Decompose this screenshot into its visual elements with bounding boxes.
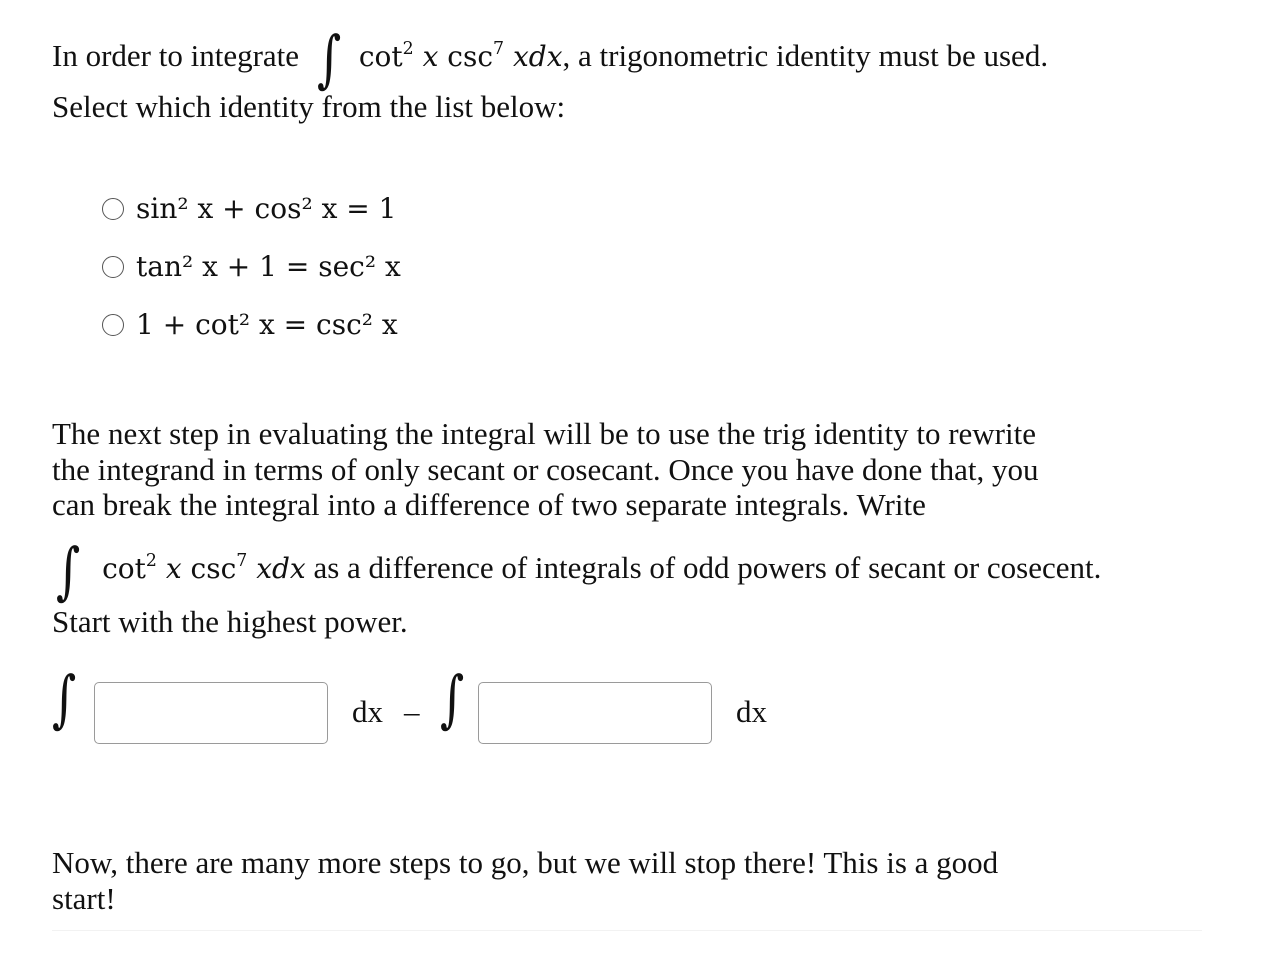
bottom-divider: [52, 930, 1202, 931]
question-2-line-2: the integrand in terms of only secant or cosecant. Once you have done that, you: [52, 451, 1039, 487]
closing-paragraph: [52, 845, 1222, 916]
question-1-suffix: , a trigonometric identity must be used.: [562, 38, 1049, 73]
dx-label: dx: [736, 694, 767, 729]
question-2-line-4: [52, 534, 1102, 607]
minus-sign: –: [404, 694, 420, 729]
radio-button[interactable]: [102, 256, 124, 278]
second-integrand-input[interactable]: [478, 682, 712, 744]
integral-sign: ∫: [316, 22, 342, 95]
option-label: 1 + cot² x = csc² x: [136, 308, 398, 341]
question-2-line-4-text: as a difference of integrals of odd powers of secant or cosecent.: [313, 550, 1102, 585]
option-label: tan² x + 1 = sec² x: [136, 250, 401, 283]
option-label: sin² x + cos² x = 1: [136, 192, 397, 225]
radio-button[interactable]: [102, 198, 124, 220]
select-prompt: Select which identity from the list below:: [52, 89, 566, 124]
question-2-paragraph: [52, 416, 1222, 523]
dx-label: dx: [352, 694, 383, 729]
integrand-expression: $\cot^2 x$ $\csc^7$ xdx: [358, 38, 563, 73]
closing-line-1: Now, there are many more steps to go, but we will stop there! This is a good: [52, 845, 999, 880]
integral-sign: ∫: [440, 662, 465, 735]
question-1-prefix: In order to integrate: [52, 38, 300, 73]
question-2-line-5: Start with the highest power.: [52, 604, 408, 639]
question-2-line-3: can break the integral into a difference of two separate integrals. Write: [52, 487, 926, 522]
radio-button[interactable]: [102, 314, 124, 336]
closing-line-2: start!: [52, 880, 116, 916]
integrand-expression: $\cot^2 x$ $\csc^7$ xdx: [102, 550, 306, 585]
question-2-line-1: The next step in evaluating the integral will be to use the trig identity to rewrite: [52, 416, 1036, 451]
question-1-line: [52, 22, 1049, 95]
integral-sign: ∫: [52, 662, 77, 735]
first-integrand-input[interactable]: [94, 682, 328, 744]
integral-sign: ∫: [56, 534, 81, 607]
